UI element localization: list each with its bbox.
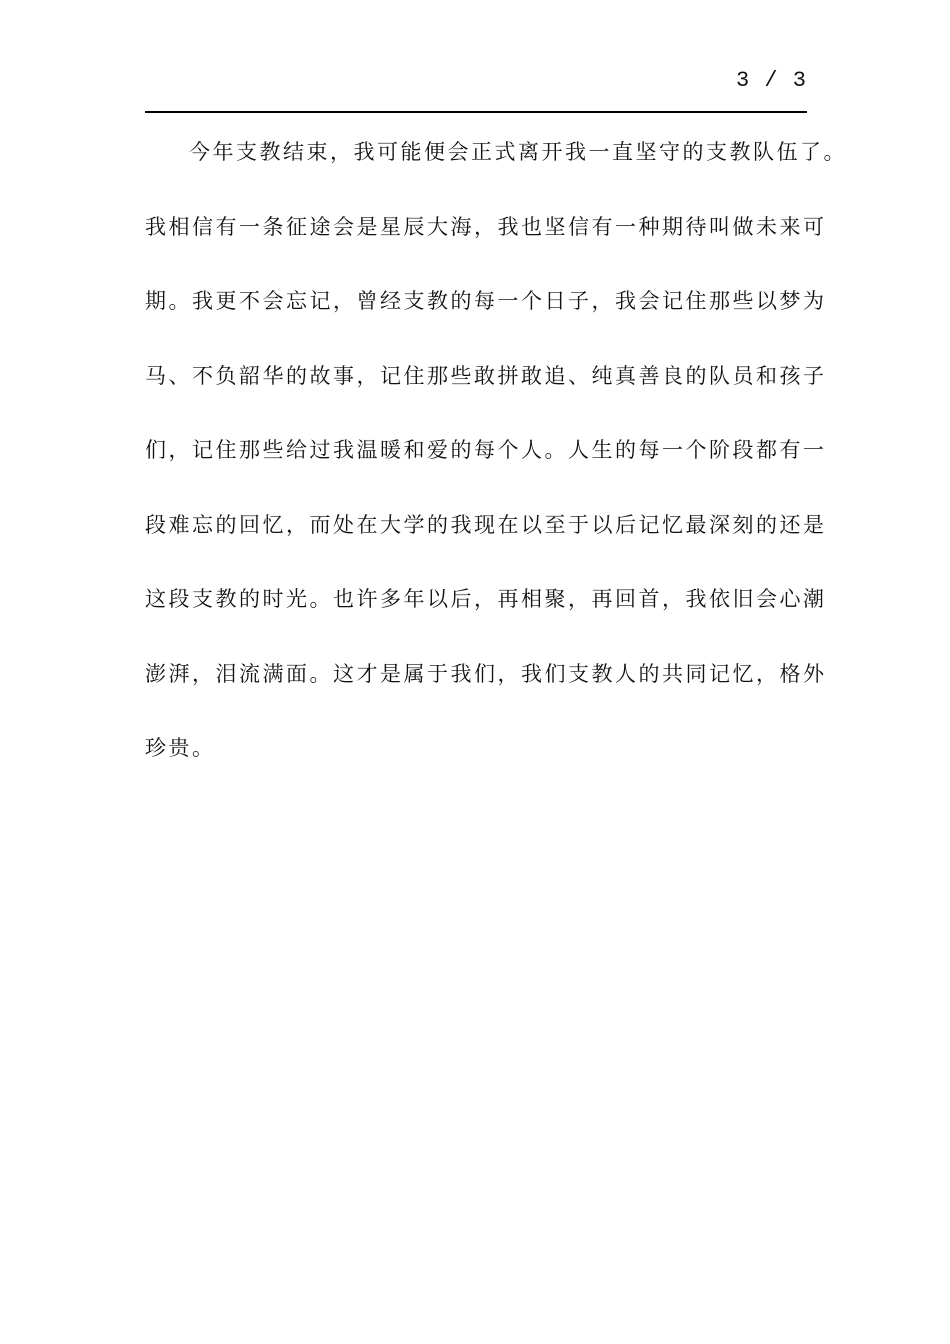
paragraph-line: 期。我更不会忘记，曾经支教的每一个日子，我会记住那些以梦为	[145, 289, 827, 313]
paragraph-line: 马、不负韶华的故事，记住那些敢拼敢追、纯真善良的队员和孩子	[145, 363, 827, 388]
paragraph-line: 段难忘的回忆，而处在大学的我现在以至于以后记忆最深刻的还是	[145, 512, 827, 537]
paragraph-line: 珍贵。	[145, 736, 216, 760]
paragraph-line: 我相信有一条征途会是星辰大海，我也坚信有一种期待叫做未来可	[145, 214, 827, 239]
body-paragraph	[145, 134, 847, 805]
paragraph-line: 们，记住那些给过我温暖和爱的每个人。人生的每一个阶段都有一	[145, 438, 827, 462]
header-rule	[145, 111, 807, 113]
paragraph-line: 澎湃，泪流满面。这才是属于我们，我们支教人的共同记忆，格外	[145, 661, 827, 686]
paragraph-line: 这段支教的时光。也许多年以后，再相聚，再回首，我依旧会心潮	[145, 587, 827, 611]
page-number: 3 / 3	[735, 68, 807, 93]
paragraph-line: 今年支教结束，我可能便会正式离开我一直坚守的支教队伍了。	[189, 140, 847, 164]
